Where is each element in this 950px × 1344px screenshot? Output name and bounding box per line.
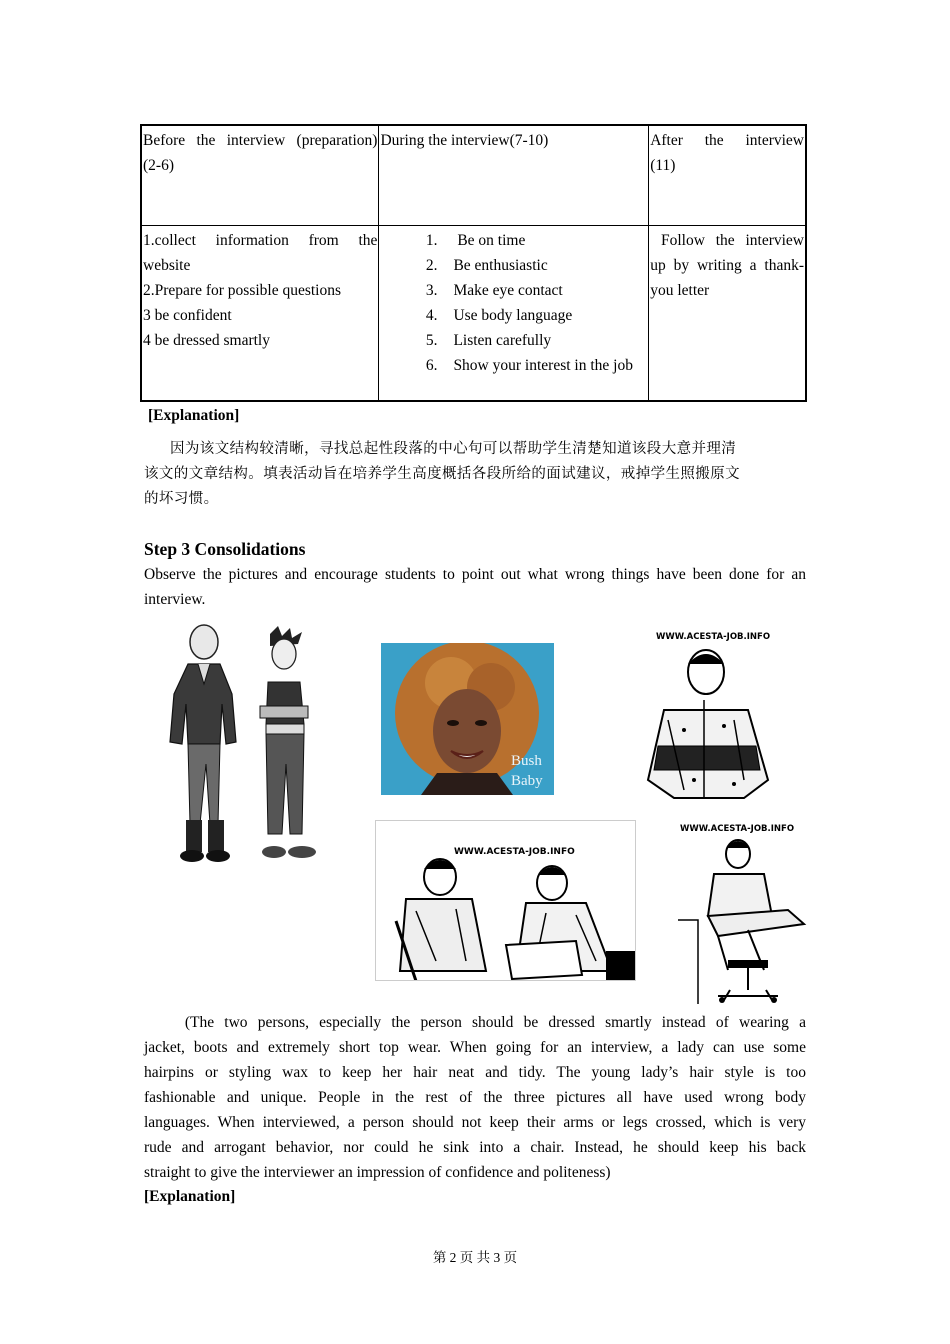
paragraph-line: hairpins or styling wax to keep her hair neat and tidy. The young lady’s hair style is too xyxy=(144,1064,806,1081)
paragraph-line: straight to give the interviewer an impression of confidence and politeness) xyxy=(144,1164,611,1181)
header-before-line1: Before the interview (preparation) xyxy=(143,132,378,149)
explanation-paragraph xyxy=(144,437,806,512)
paragraph-line: rude and arrogant behavior, nor could he sink into a chair. Instead, he should keep his back xyxy=(144,1139,806,1156)
paragraph-line: (The two persons, especially the person should be dressed smartly instead of wearing a xyxy=(144,1014,807,1031)
header-after-line1: After the interview xyxy=(650,132,804,149)
table-header-row xyxy=(141,125,806,226)
after-line: up by writing a thank- xyxy=(650,257,804,274)
list-item xyxy=(380,328,647,353)
watermark-text: WWW.ACESTA-JOB.INFO xyxy=(680,824,795,834)
watermark-text: WWW.ACESTA-JOB.INFO xyxy=(656,632,771,642)
list-text: Be on time xyxy=(453,232,526,249)
step3-intro xyxy=(144,562,806,612)
list-item xyxy=(380,253,647,278)
header-during-line1: During the interview(7-10) xyxy=(380,132,549,149)
before-item: website xyxy=(143,257,191,274)
desk-interview-illustration xyxy=(376,821,636,981)
list-text: Use body language xyxy=(453,307,573,324)
paragraph-line: fashionable and unique. People in the rest of the three pictures all have used wrong body xyxy=(144,1089,806,1106)
list-item xyxy=(380,353,647,378)
analysis-paragraph xyxy=(144,1010,806,1185)
crossed-legs-image xyxy=(668,820,807,1004)
image-caption: Baby xyxy=(511,773,543,789)
desk-interview-image xyxy=(375,820,636,981)
intro-line: Observe the pictures and encourage students to point out what wrong things have been done for an xyxy=(144,566,806,583)
during-list xyxy=(380,228,647,378)
header-before xyxy=(141,125,379,226)
list-number: 6. xyxy=(425,357,438,374)
before-item: 3 be confident xyxy=(143,307,232,324)
before-item: 4 be dressed smartly xyxy=(143,332,270,349)
explanation-line: 因为该文结构较清晰，寻找总起性段落的中心句可以帮助学生清楚知道该段大意并理清 xyxy=(170,441,737,457)
before-item: 1.collect information from the xyxy=(143,232,378,249)
explanation-line: 的坏习惯。 xyxy=(144,491,219,507)
paragraph-line: languages. When interviewed, a person should not keep their arms or legs crossed, which is very xyxy=(144,1114,806,1131)
paragraph-line: jacket, boots and extremely short top wear. When going for an interview, a lady can use some xyxy=(144,1039,806,1056)
during-items-cell xyxy=(379,226,649,402)
list-number: 5. xyxy=(425,332,438,349)
explanation-label: [Explanation] xyxy=(144,1188,236,1205)
intro-line: interview. xyxy=(144,591,206,608)
list-text: Listen carefully xyxy=(453,332,552,349)
crossed-arms-illustration xyxy=(644,630,774,800)
list-number: 2. xyxy=(425,257,438,274)
header-before-line2: (2-6) xyxy=(143,157,174,174)
header-after-line2: (11) xyxy=(650,157,676,174)
before-item: 2.Prepare for possible questions xyxy=(143,282,342,299)
header-during xyxy=(379,125,649,226)
table-body-row xyxy=(141,226,806,402)
list-item xyxy=(380,228,647,253)
explanation-label: [Explanation] xyxy=(148,407,240,424)
after-line: Follow the interview xyxy=(650,232,804,249)
image-caption: Bush xyxy=(511,753,542,769)
list-number: 3. xyxy=(425,282,438,299)
after-items-cell xyxy=(649,226,806,402)
list-number: 1. xyxy=(425,232,438,249)
header-after xyxy=(649,125,806,226)
watermark-text: WWW.ACESTA-JOB.INFO xyxy=(454,847,575,857)
crossed-arms-image xyxy=(644,630,774,800)
before-items-cell xyxy=(141,226,379,402)
list-number: 4. xyxy=(425,307,438,324)
section-heading: Step 3 Consolidations xyxy=(144,539,306,559)
crossed-legs-illustration xyxy=(668,820,807,1004)
after-line: you letter xyxy=(650,282,710,299)
list-text: Be enthusiastic xyxy=(453,257,548,274)
cartoon-two-persons-illustration xyxy=(162,624,334,870)
interview-plan-table xyxy=(140,124,807,402)
cartoon-two-persons-image xyxy=(162,624,334,870)
list-item xyxy=(380,278,647,303)
list-item xyxy=(380,303,647,328)
explanation-line: 该文的文章结构。填表活动旨在培养学生高度概括各段所给的面试建议，戒掉学生照搬原文 xyxy=(144,466,740,482)
curly-hair-portrait-image xyxy=(381,643,554,795)
list-text: Make eye contact xyxy=(453,282,563,299)
page-footer: 第 2 页 共 3 页 xyxy=(432,1250,518,1265)
list-text: Show your interest in the job xyxy=(453,357,633,374)
